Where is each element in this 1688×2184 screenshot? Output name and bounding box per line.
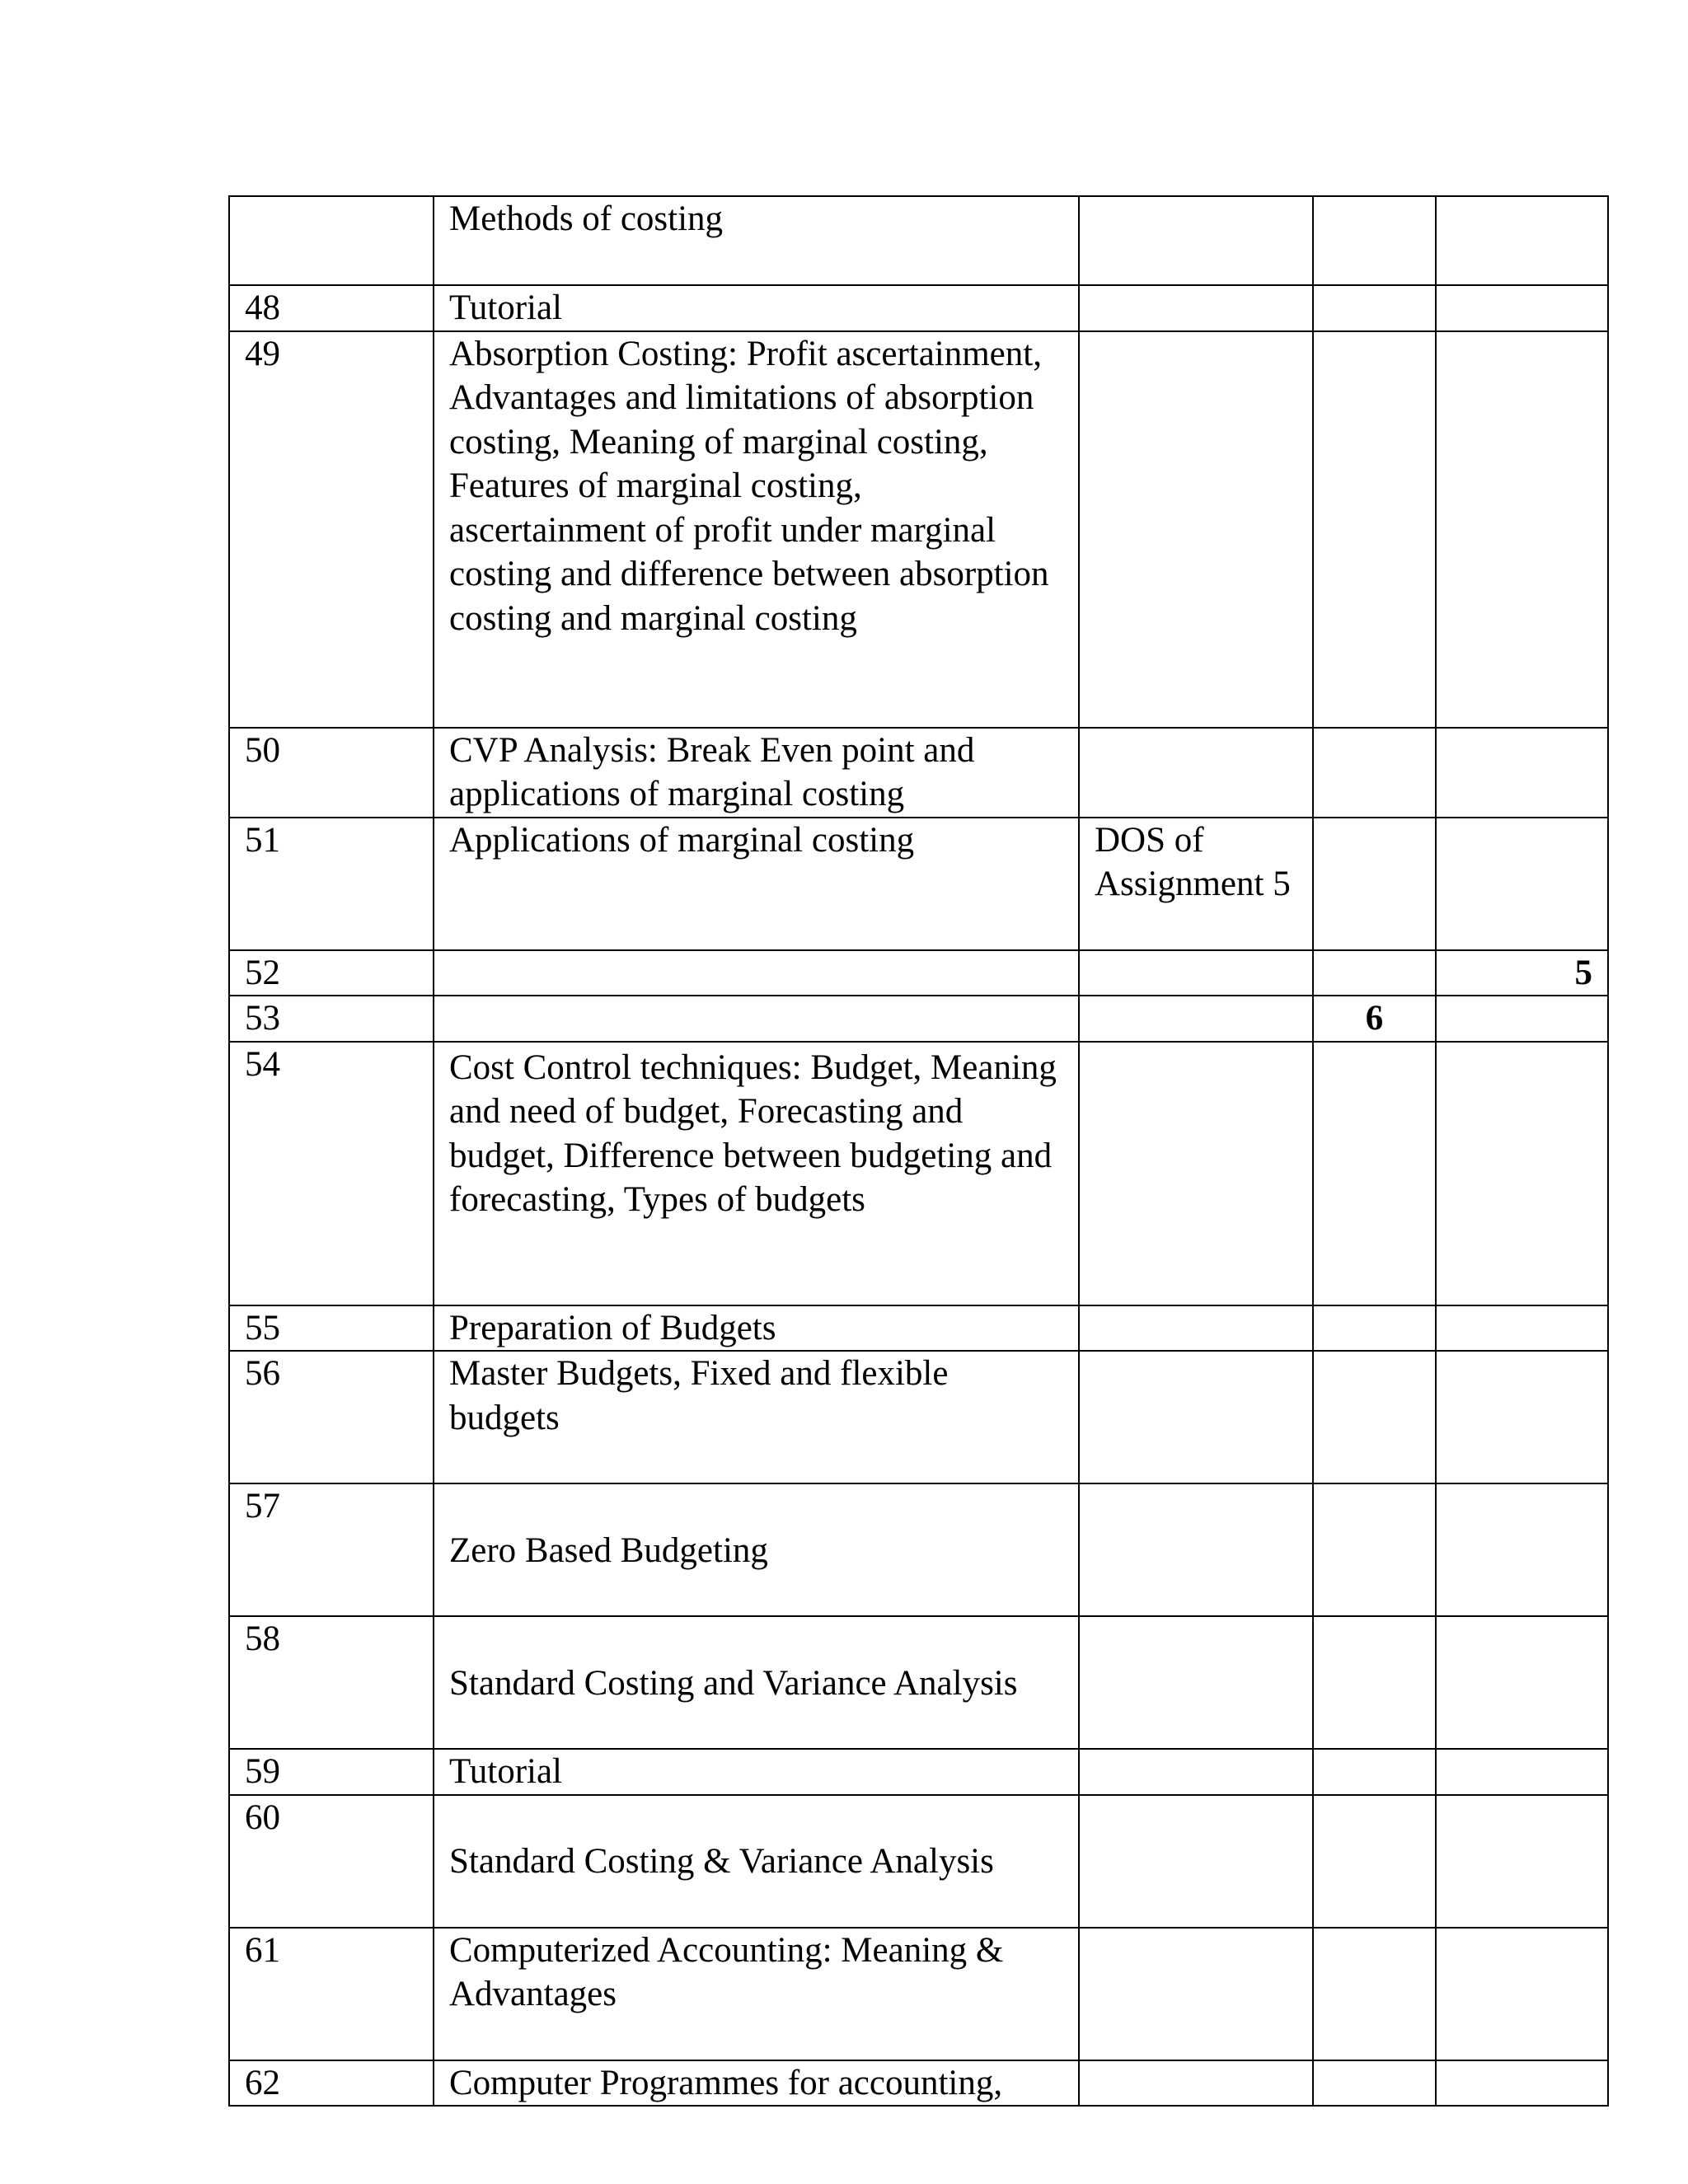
topic-cell: Tutorial <box>434 285 1079 331</box>
table-row <box>229 996 1608 1042</box>
topic-cell: Preparation of Budgets <box>434 1305 1079 1352</box>
lecture-number-cell: 62 <box>229 2060 434 2107</box>
column-4-cell <box>1313 1616 1436 1749</box>
column-5-cell <box>1436 1305 1608 1352</box>
table-row <box>229 1616 1608 1749</box>
topic-cell: Master Budgets, Fixed and flexible budgets <box>434 1351 1079 1483</box>
column-4-cell <box>1313 1351 1436 1483</box>
table-row <box>229 1795 1608 1928</box>
remark-cell <box>1079 196 1313 285</box>
lecture-number-cell: 53 <box>229 996 434 1042</box>
remark-cell <box>1079 1616 1313 1749</box>
topic-cell-wrapper <box>434 1616 1079 1749</box>
table-row <box>229 1928 1608 2060</box>
column-4-cell <box>1313 1928 1436 2060</box>
column-4-cell <box>1313 1042 1436 1305</box>
topic-cell: Standard Costing and Variance Analysis <box>449 1663 1018 1703</box>
column-5-cell <box>1436 1616 1608 1749</box>
topic-cell: Zero Based Budgeting <box>449 1530 768 1570</box>
table-row <box>229 196 1608 285</box>
topic-cell: Computerized Accounting: Meaning & Advantages <box>434 1928 1079 2060</box>
topic-cell-wrapper <box>434 1483 1079 1616</box>
topic-cell: Absorption Costing: Profit ascertainment, Advantages and limitations of absorption costing, Meaning of marginal costing, Features of marginal costing, ascertainment of profit under marginal costing and difference between absorption costing and marginal costing <box>434 331 1079 728</box>
column-5-cell <box>1436 818 1608 950</box>
lecture-number-cell: 51 <box>229 818 434 950</box>
lecture-number-cell: 60 <box>229 1795 434 1928</box>
topic-cell: Standard Costing & Variance Analysis <box>449 1842 994 1881</box>
lecture-number-cell: 59 <box>229 1749 434 1795</box>
column-4-cell <box>1313 1749 1436 1795</box>
topic-cell: Methods of costing <box>434 196 1079 285</box>
remark-cell <box>1079 1795 1313 1928</box>
topic-cell <box>434 950 1079 996</box>
column-4-cell <box>1313 196 1436 285</box>
remark-cell <box>1079 1749 1313 1795</box>
remark-cell <box>1079 1351 1313 1483</box>
lecture-number-cell: 57 <box>229 1483 434 1616</box>
table-row <box>229 1351 1608 1483</box>
lecture-number-cell: 55 <box>229 1305 434 1352</box>
column-5-cell: 5 <box>1436 950 1608 996</box>
column-5-cell <box>1436 285 1608 331</box>
table-row <box>229 1305 1608 1352</box>
column-5-cell <box>1436 1483 1608 1616</box>
topic-cell: Applications of marginal costing <box>434 818 1079 950</box>
topic-cell <box>434 996 1079 1042</box>
table-row <box>229 728 1608 818</box>
remark-cell <box>1079 996 1313 1042</box>
column-5-cell <box>1436 728 1608 818</box>
topic-cell: CVP Analysis: Break Even point and applications of marginal costing <box>434 728 1079 818</box>
lecture-number-cell: 48 <box>229 285 434 331</box>
column-4-cell: 6 <box>1313 996 1436 1042</box>
column-5-cell <box>1436 1795 1608 1928</box>
column-4-cell <box>1313 1795 1436 1928</box>
table-row <box>229 950 1608 996</box>
column-5-cell <box>1436 2060 1608 2107</box>
column-4-cell <box>1313 1483 1436 1616</box>
lecture-number-cell: 52 <box>229 950 434 996</box>
column-5-cell <box>1436 1351 1608 1483</box>
column-4-cell <box>1313 728 1436 818</box>
remark-cell <box>1079 1305 1313 1352</box>
remark-cell: DOS of Assignment 5 <box>1079 818 1313 950</box>
topic-cell: Computer Programmes for accounting, <box>434 2060 1079 2107</box>
column-4-cell <box>1313 2060 1436 2107</box>
lecture-number-cell: 54 <box>229 1042 434 1305</box>
remark-cell <box>1079 331 1313 728</box>
table-row <box>229 1483 1608 1616</box>
remark-cell <box>1079 2060 1313 2107</box>
lecture-number-cell <box>229 196 434 285</box>
remark-cell <box>1079 1483 1313 1616</box>
column-5-cell <box>1436 196 1608 285</box>
table-row <box>229 285 1608 331</box>
table-row <box>229 331 1608 728</box>
remark-cell <box>1079 728 1313 818</box>
column-4-cell <box>1313 285 1436 331</box>
table-row <box>229 1042 1608 1305</box>
remark-cell <box>1079 1042 1313 1305</box>
lecture-number-cell: 61 <box>229 1928 434 2060</box>
topic-cell: Tutorial <box>434 1749 1079 1795</box>
lesson-plan-table <box>228 195 1609 2107</box>
remark-cell <box>1079 950 1313 996</box>
table-row <box>229 818 1608 950</box>
column-5-cell <box>1436 1749 1608 1795</box>
column-5-cell <box>1436 996 1608 1042</box>
column-4-cell <box>1313 950 1436 996</box>
lecture-number-cell: 58 <box>229 1616 434 1749</box>
column-4-cell <box>1313 818 1436 950</box>
lecture-number-cell: 56 <box>229 1351 434 1483</box>
column-4-cell <box>1313 331 1436 728</box>
remark-cell <box>1079 285 1313 331</box>
column-5-cell <box>1436 331 1608 728</box>
column-5-cell <box>1436 1928 1608 2060</box>
table-row <box>229 2060 1608 2107</box>
column-4-cell <box>1313 1305 1436 1352</box>
lecture-number-cell: 50 <box>229 728 434 818</box>
lecture-number-cell: 49 <box>229 331 434 728</box>
column-5-cell <box>1436 1042 1608 1305</box>
remark-cell <box>1079 1928 1313 2060</box>
topic-cell-wrapper <box>434 1795 1079 1928</box>
topic-cell: Cost Control techniques: Budget, Meaning and need of budget, Forecasting and budget, Difference between budgeting and forecasting, Types of budgets <box>434 1042 1079 1305</box>
table-row <box>229 1749 1608 1795</box>
